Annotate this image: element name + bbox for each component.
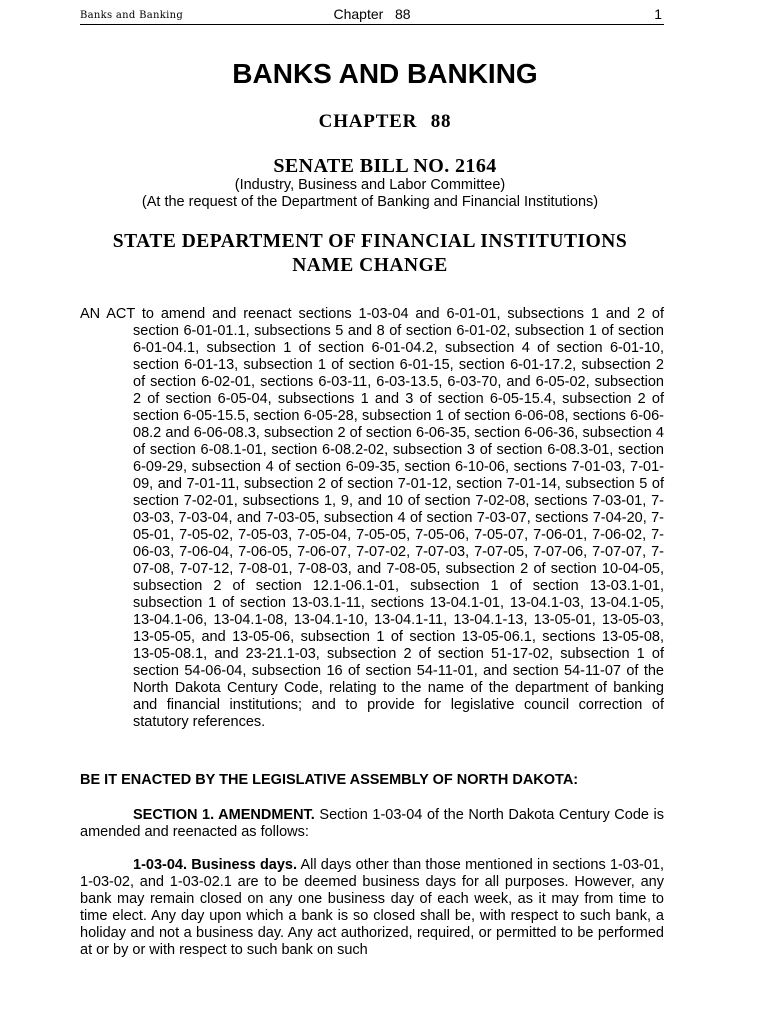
enacting-clause: BE IT ENACTED BY THE LEGISLATIVE ASSEMBLY OF NORTH DAKOTA:: [80, 772, 579, 788]
section-1-paragraph: [80, 807, 664, 841]
bill-number: SENATE BILL NO. 2164: [273, 155, 497, 177]
business-days-text: All days other than those mentioned in sections 1-03-01, 1-03-02, and 1-03-02.1 are to be deemed business days for all purposes. However, any bank may remain closed on any one business day of each week, as it may from time to time elect. Any day upon which a bank is so closed shall be, with respect to such bank, a holiday and not a business day. Any act authorized, required, or permitted to be performed at or by or with respect to such bank on such: [80, 857, 664, 958]
business-days-paragraph: [80, 857, 664, 959]
committee-line: (Industry, Business and Labor Committee): [234, 177, 506, 193]
heading-line-2: NAME CHANGE: [292, 255, 448, 276]
page-number: 1: [654, 6, 662, 22]
document-title: BANKS AND BANKING: [232, 58, 538, 89]
header-section-title: Banks and Banking: [80, 10, 184, 21]
business-days-lead: 1-03-04. Business days.: [133, 857, 298, 873]
section-1-text: Section 1-03-04 of the North Dakota Century Code is amended and reenacted as follows:: [80, 807, 664, 840]
running-header: [80, 6, 664, 25]
section-1-lead: SECTION 1. AMENDMENT.: [133, 807, 315, 823]
chapter-heading: CHAPTER 88: [318, 111, 452, 132]
act-paragraph: AN ACT to amend and reenact sections 1-03-04 and 6-01-01, subsections 1 and 2 of section 6-01-01.1, subsections 5 and 8 of section 6-01-02, subsection 1 of section 6-01-04.1, subsection 1 of section 6-01-04.2, subsection 4 of section 6-01-10, section 6-01-13, subsection 1 of section 6-01-15, section 6-01-17.2, subsection 2 of section 6-02-01, sections 6-03-11, 6-03-13.5, 6-03-70, and 6-05-02, subsection 2 of section 6-05-04, subsections 1 and 3 of section 6-05-15.4, subsection 2 of section 6-05-15.5, section 6-05-28, subsection 1 of section 6-06-08, sections 6-06-08.2 and 6-06-08.3, subsection 2 of section 6-06-35, section 6-06-36, subsection 4 of section 6-08.1-01, section 6-08.2-02, subsection 3 of section 6-08.3-01, section 6-09-29, subsection 4 of section 6-09-35, section 6-10-06, sections 7-01-03, 7-01-09, and 7-01-11, subsection 2 of section 7-01-12, section 7-01-14, subsection 5 of section 7-02-01, subsections 1, 9, and 10 of section 7-02-08, sections 7-03-01, 7-03-03, 7-03-04, and 7-03-05, subsection 4 of section 7-03-07, sections 7-04-20, 7-05-01, 7-05-02, 7-05-03, 7-05-04, 7-05-05, 7-05-06, 7-05-07, 7-06-01, 7-06-02, 7-06-03, 7-06-04, 7-06-05, 7-06-07, 7-07-02, 7-07-03, 7-07-05, 7-07-06, 7-07-07, 7-07-08, 7-07-12, 7-08-01, 7-08-03, and 7-08-05, subsection 2 of section 10-04-05, subsection 2 of section 12.1-06.1-01, subsection 1 of section 13-03.1-01, subsection 1 of section 13-03.1-11, sections 13-04.1-01, 13-04.1-03, 13-04.1-05, 13-04.1-06, 13-04.1-08, 13-04.1-10, 13-04.1-11, 13-04.1-13, 13-05-01, 13-05-03, 13-05-05, and 13-05-06, subsection 1 of section 13-05-06.1, sections 13-05-08, 13-05-08.1, and 23-21.1-03, subsection 2 of section 51-17-02, subsection 1 of section 54-06-04, subsection 16 of section 54-11-01, and section 54-11-07 of the North Dakota Century Code, relating to the name of the department of banking and financial institutions; and to provide for legislative council correction of statutory references.: [80, 306, 664, 730]
act-subject-heading: [0, 230, 740, 278]
header-chapter: Chapter 88: [333, 6, 411, 22]
request-line: (At the request of the Department of Banking and Financial Institutions): [141, 194, 599, 210]
heading-line-1: STATE DEPARTMENT OF FINANCIAL INSTITUTIONS: [112, 231, 628, 252]
